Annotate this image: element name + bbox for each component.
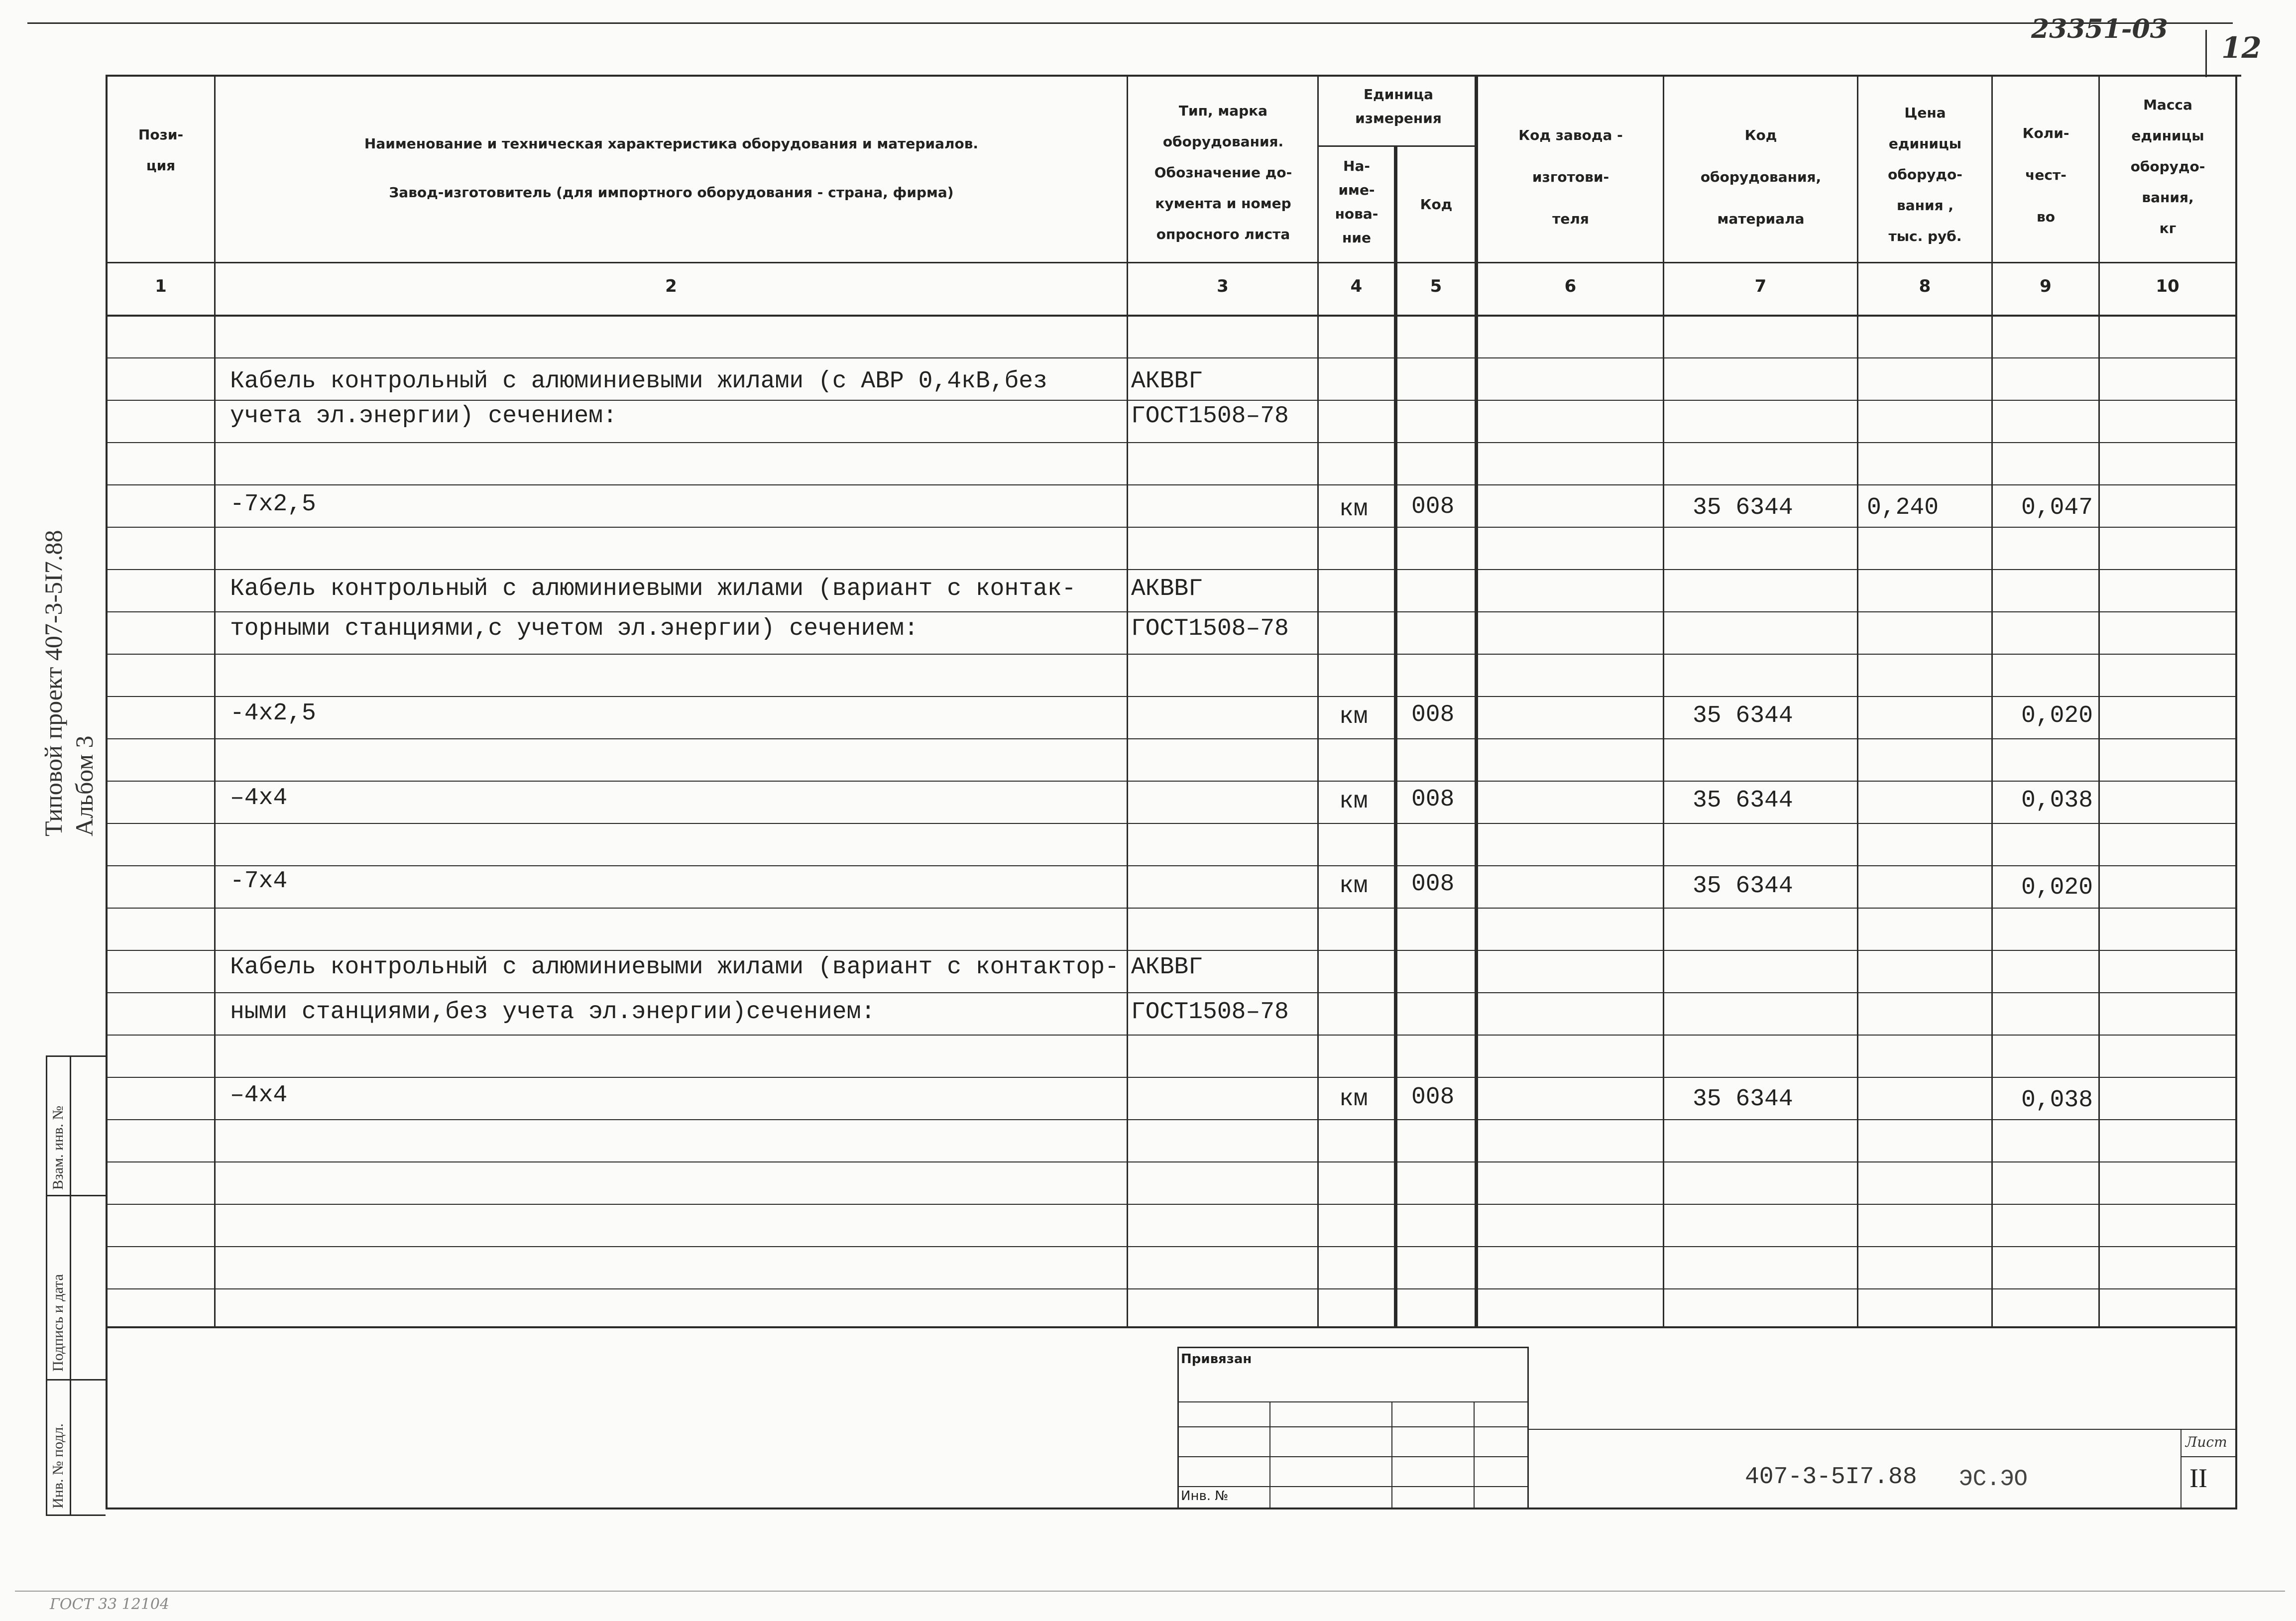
header-unit-code: Код xyxy=(1420,196,1453,213)
header-type: Тип, марка оборудования. Обозначение до- кумента и номер опросного листа xyxy=(1154,103,1292,242)
item-unit-code: 008 xyxy=(1411,871,1455,898)
stamp-orig: Инв. № подл. xyxy=(50,1423,66,1508)
item-name: -4х2,5 xyxy=(230,700,316,727)
item-material-code: 35 6344 xyxy=(1693,702,1793,729)
header-quantity: Коли- чест- во xyxy=(2022,125,2069,225)
item-name: –4х4 xyxy=(230,1082,288,1109)
item-name: -7х4 xyxy=(230,868,288,895)
page-number: 12 xyxy=(2221,31,2262,65)
privyazan-label: Привязан xyxy=(1181,1352,1252,1367)
header-material-code: Код оборудования, материала xyxy=(1700,127,1822,227)
col-number: 5 xyxy=(1430,276,1442,296)
item-name: -7х2,5 xyxy=(230,491,316,518)
item-name: торными станциями,с учетом эл.энергии) сечением: xyxy=(230,615,918,642)
header-unit-group: Единица измерения xyxy=(1355,86,1442,126)
header-position: Пози- ция xyxy=(138,126,184,174)
doc-code: 407-3-5I7.88 xyxy=(1745,1464,1917,1491)
item-unit: км xyxy=(1339,496,1368,523)
sheet-code: ЭС.ЭО xyxy=(1959,1466,2028,1492)
item-unit: км xyxy=(1339,1086,1368,1113)
col-number: 2 xyxy=(665,276,677,296)
col-number: 7 xyxy=(1754,276,1767,296)
stamp-inv: Взам. инв. № xyxy=(50,1105,66,1190)
item-type: ГОСТ1508–78 xyxy=(1131,999,1289,1026)
header-name: Наименование и техническая характеристика оборудования и материалов. Завод-изготовитель (для импортного оборудования - страна, фирма) xyxy=(364,135,979,201)
sheet-number: II xyxy=(2189,1463,2207,1493)
item-name: ными станциями,без учета эл.энергии)сечением: xyxy=(230,999,876,1026)
col-number: 6 xyxy=(1564,276,1577,296)
item-type: ГОСТ1508–78 xyxy=(1131,615,1289,642)
item-material-code: 35 6344 xyxy=(1693,873,1793,900)
col-number: 4 xyxy=(1350,276,1363,296)
item-material-code: 35 6344 xyxy=(1693,494,1793,521)
item-qty: 0,038 xyxy=(2021,787,2093,814)
item-qty: 0,020 xyxy=(2021,874,2093,901)
stamp-sign: Подпись и дата xyxy=(50,1274,66,1372)
sheet-label: Лист xyxy=(2185,1434,2227,1450)
item-unit-code: 008 xyxy=(1411,786,1455,813)
item-type: ГОСТ1508–78 xyxy=(1131,403,1289,430)
item-name: –4х4 xyxy=(230,785,288,811)
header-price: Цена единицы оборудо- вания , тыс. руб. xyxy=(1888,105,1962,244)
col-number: 8 xyxy=(1919,276,1931,296)
item-unit-code: 008 xyxy=(1411,1084,1455,1111)
item-type: АКВВГ xyxy=(1131,368,1203,395)
header-mass: Масса единицы оборудо- вания, кг xyxy=(2130,97,2205,236)
item-price: 0,240 xyxy=(1867,494,1939,521)
item-unit: км xyxy=(1339,703,1368,730)
item-qty: 0,038 xyxy=(2021,1087,2093,1114)
item-name: Кабель контрольный с алюминиевыми жилами (вариант с контак- xyxy=(230,576,1076,602)
doc-number-top: 23351-03 xyxy=(2031,14,2168,44)
item-name: Кабель контрольный с алюминиевыми жилами (с АВР 0,4кВ,без xyxy=(230,368,1047,395)
header-factory-code: Код завода - изготови- теля xyxy=(1518,127,1623,227)
col-number: 9 xyxy=(2040,276,2052,296)
item-material-code: 35 6344 xyxy=(1693,1086,1793,1113)
bottom-form-code: ГОСТ 33 12104 xyxy=(50,1596,170,1613)
item-name: учета эл.энергии) сечением: xyxy=(230,403,617,430)
col-number: 1 xyxy=(155,276,167,296)
inv-no-label: Инв. № xyxy=(1181,1489,1229,1504)
item-qty: 0,047 xyxy=(2021,494,2093,521)
item-unit: км xyxy=(1339,873,1368,900)
item-material-code: 35 6344 xyxy=(1693,787,1793,814)
col-number: 3 xyxy=(1217,276,1229,296)
col-number: 10 xyxy=(2156,276,2180,296)
side-title: Типовой проект 407-3-5I7.88 xyxy=(39,530,67,836)
item-unit: км xyxy=(1339,788,1368,815)
item-type: АКВВГ xyxy=(1131,954,1203,981)
item-name: Кабель контрольный с алюминиевыми жилами (вариант с контактор- xyxy=(230,954,1119,981)
item-type: АКВВГ xyxy=(1131,576,1203,602)
side-album: Альбом 3 xyxy=(70,735,98,836)
header-unit-name: На- име- нова- ние xyxy=(1335,158,1378,246)
item-qty: 0,020 xyxy=(2021,702,2093,729)
item-unit-code: 008 xyxy=(1411,701,1455,728)
item-unit-code: 008 xyxy=(1411,493,1455,520)
